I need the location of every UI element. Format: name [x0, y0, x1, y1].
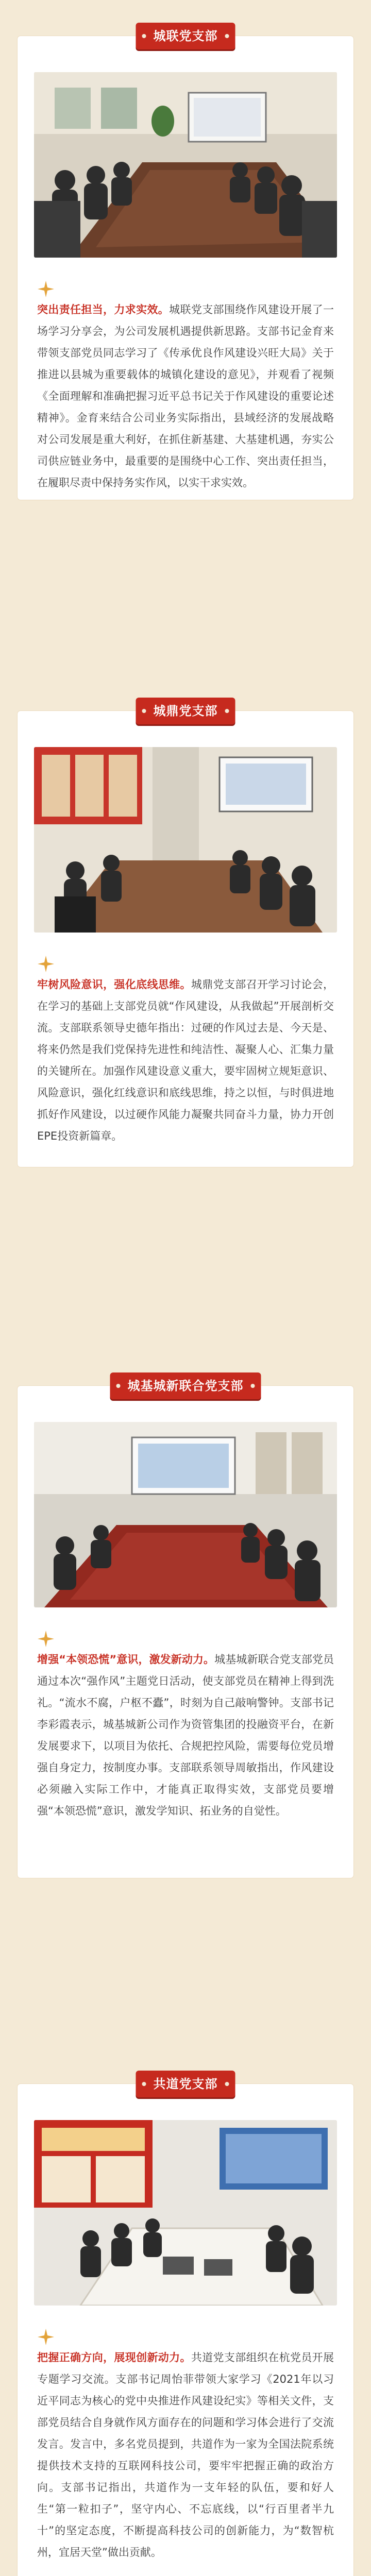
sparkle-icon [37, 1630, 55, 1648]
section-card-chenglian [18, 29, 353, 500]
meeting-photo-3 [34, 1422, 337, 1607]
section-text-gongdao [37, 2347, 334, 2563]
sparkle-icon [37, 955, 55, 973]
meeting-photo-4 [34, 2120, 337, 2306]
section-card-chengji-chengxin [18, 1379, 353, 1878]
section-highlight: 牢树风险意识，强化底线思维。 [37, 978, 191, 991]
sparkle-icon [37, 280, 55, 298]
section-tag-chengji-chengxin: 城基城新联合党支部 [110, 1372, 261, 1399]
section-tag-chengding: 城鼎党支部 [136, 698, 235, 724]
section-tag-chenglian: 城联党支部 [136, 23, 235, 49]
section-text-chengji-chengxin [37, 1649, 334, 1822]
section-card-chengding [18, 704, 353, 1167]
meeting-photo-2 [34, 747, 337, 933]
section-text-chenglian [37, 299, 334, 494]
section-tag-gongdao: 共道党支部 [136, 2071, 235, 2097]
section-card-gongdao [18, 2077, 353, 2576]
section-text-chengding [37, 974, 334, 1147]
section-highlight: 突出责任担当，力求实效。 [37, 303, 170, 316]
section-body: 城基城新联合党支部党员通过本次“强作风”主题党日活动，使支部党员在精神上得到洗礼。“流水不腐，户枢不蠹”，时刻为自己敲响警钟。支部书记李彩霞表示，城基城新公司作为资管集团的投融资平台，在新发展要求下，以项目为依托、合规把控风险，需要每位党员增强自身定力，按制度办事。支部联系领导周敏指出，作风建设必须融入实际工作中，才能真正取得实效，支部党员要增强“本领恐慌”意识，激发学知识、拓业务的自觉性。 [37, 1653, 334, 1817]
section-highlight: 增强“本领恐慌”意识，激发新动力。 [37, 1653, 215, 1666]
section-body: 共道党支部组织在杭党员开展专题学习交流。支部书记周怡菲带领大家学习《2021年以习近平同志为核心的党中央推进作风建设纪实》等相关文件，支部党员结合自身就作风方面存在的问题和学习体会进行了交流发言。发言中，多名党员提到，共道作为一家为全国法院系统提供技术支持的互联网科技公司，要牢牢把握正确的政治方向。支部书记指出，共道作为一支年轻的队伍，要和好人生“第一粒扣子”，坚守内心、不忘底线，以“行百里者半九十”的坚定态度，不断提高科技公司的创新能力，为“数智杭州，宜居天堂”做出贡献。 [37, 2351, 334, 2558]
section-body: 城鼎党支部召开学习讨论会，在学习的基础上支部党员就“作风建设，从我做起”开展剖析交流。支部联系领导史德年指出：过硬的作风过去是、今天是、将来仍然是我们党保持先进性和纯洁性、凝聚人心、汇集力量的关键所在。加强作风建设意义重大，要牢固树立规矩意识、风险意识，强化红线意识和底线思维，持之以恒，与时俱进地抓好作风建设，以过硬作风能力凝聚共同奋斗力量，协力开创EPE投资新篇章。 [37, 978, 334, 1142]
section-body: 城联党支部围绕作风建设开展了一场学习分享会，为公司发展机遇提供新思路。支部书记金育来带领支部党员同志学习了《传承优良作风建设兴旺大局》关于推进以县城为重要载体的城镇化建设的意见》，并观看了视频《全面理解和准确把握习近平总书记关于作风建设的重要论述精神》。金育来结合公司业务实际指出，县域经济的发展战略对公司发展是重大利好，在抓住新基建、大基建机遇，夯实公司供应链业务中，最重要的是围绕中心工作、突出责任担当，在履职尽责中保持务实作风，以实干求实效。 [37, 303, 334, 489]
section-highlight: 把握正确方向，展现创新动力。 [37, 2351, 191, 2364]
meeting-photo-1 [34, 72, 337, 258]
sparkle-icon [37, 2328, 55, 2346]
